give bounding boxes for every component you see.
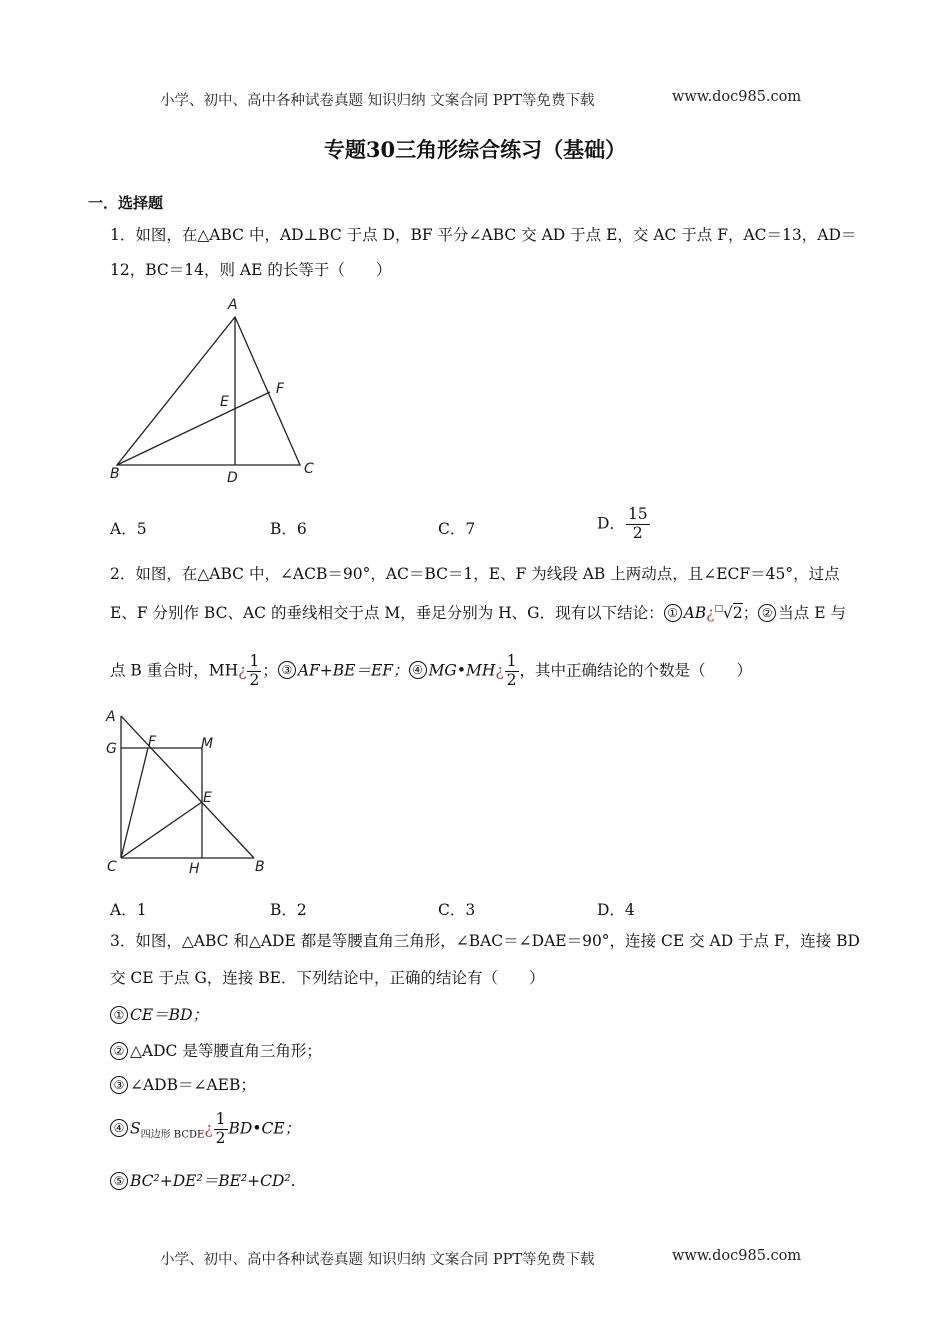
- q2-line1: 2．如图，在△ABC 中，∠ACB＝90°，AC＝BC＝1，E、F 为线段 AB 上两动点，且∠ECF＝45°，过点: [110, 565, 840, 583]
- q3-item-5: [110, 1172, 296, 1190]
- q2-half-1-num: 1: [249, 652, 260, 670]
- q3-item-1-text: CE＝BD；: [130, 1006, 208, 1024]
- q3-item-3-text: ∠ADB＝∠AEB；: [130, 1076, 256, 1094]
- q1-label-b: B: [110, 466, 120, 482]
- q3-item-2-num: ②: [110, 1042, 128, 1060]
- q2-garble-1: ¿: [706, 604, 715, 622]
- q2-label-b: B: [255, 859, 265, 875]
- q1-option-c[interactable]: C．7: [438, 520, 476, 538]
- q2-line3-d: ，其中正确结论的个数是（ ）: [519, 661, 753, 680]
- q1-label-a: A: [228, 297, 238, 313]
- footer-text: 小学、初中、高中各种试卷真题 知识归纳 文案合同 PPT等免费下载: [160, 1252, 595, 1268]
- q2-line3-c: MG•MH: [428, 661, 496, 680]
- q1-triangle-abc: [117, 317, 300, 465]
- q2-half-2: [505, 653, 519, 690]
- q1-line1: 1．如图，在△ABC 中，AD⊥BC 于点 D，BF 平分∠ABC 交 AD 于点 E，交 AC 于点 F，AC＝13，AD＝: [110, 226, 857, 244]
- q2-line3-a: 点 B 重合时，MH: [110, 661, 239, 680]
- page-title: 专题30三角形综合练习（基础）: [323, 137, 627, 162]
- q3-item-4-tail: BD•CE；: [228, 1119, 301, 1138]
- q3-item-4-den: 2: [215, 1128, 226, 1147]
- q3-item-4-s: S: [130, 1119, 141, 1138]
- q3-item-1: [110, 1006, 208, 1024]
- q2-line2-a: E、F 分别作 BC、AC 的垂线相交于点 M，垂足分别为 H、G．现有以下结论：: [110, 604, 664, 622]
- q3-item-4-garble: ¿: [204, 1119, 213, 1138]
- q2-option-c[interactable]: C．3: [438, 901, 476, 919]
- q1-line2: 12，BC＝14，则 AE 的长等于（ ）: [110, 261, 392, 279]
- q3-item-4: [110, 1111, 300, 1148]
- q1-option-d-label: D．: [597, 514, 625, 533]
- q2-semicolon-1: ；: [742, 604, 759, 622]
- q1-option-d[interactable]: [597, 506, 651, 543]
- q3-item-3-num: ③: [110, 1076, 128, 1094]
- q2-label-c: C: [107, 859, 117, 875]
- q2-conclusion-2: ②: [758, 604, 776, 622]
- q3-line2: 交 CE 于点 G，连接 BE．下列结论中，正确的结论有（ ）: [110, 969, 545, 987]
- q2-label-f: F: [148, 734, 157, 750]
- q3-item-5-text: BC²+DE²＝BE²+CD².: [130, 1172, 296, 1190]
- q1-option-d-num: 15: [627, 505, 648, 523]
- q2-conclusion-4: ④: [409, 661, 427, 679]
- q1-option-d-fraction: [626, 506, 650, 543]
- q1-label-e: E: [220, 394, 229, 410]
- q1-label-d: D: [227, 470, 238, 486]
- q2-label-m: M: [201, 736, 214, 752]
- q2-segment-ab: [121, 716, 254, 858]
- q2-option-a[interactable]: A．1: [110, 901, 147, 919]
- q2-label-a: A: [106, 709, 116, 725]
- q2-label-g: G: [106, 741, 117, 757]
- q2-garble-3: ¿: [495, 661, 504, 680]
- q2-option-d[interactable]: D．4: [597, 901, 635, 919]
- q2-line3-b: AF+BE＝EF；: [297, 661, 409, 680]
- q2-line2: [110, 604, 846, 622]
- q2-garble-2: ¿: [238, 661, 247, 680]
- q2-semicolon-2: ；: [262, 661, 278, 680]
- q1-label-f: F: [276, 381, 285, 397]
- q2-label-h: H: [189, 861, 200, 877]
- q3-item-1-num: ①: [110, 1006, 128, 1024]
- q2-option-b[interactable]: B．2: [270, 901, 307, 919]
- q3-item-4-sub: 四边形 BCDE: [140, 1129, 205, 1141]
- section-title: 一．选择题: [88, 194, 164, 212]
- q3-item-5-num: ⑤: [110, 1172, 128, 1190]
- q2-sqrt-sign: √: [723, 604, 733, 622]
- q2-ab: AB: [683, 604, 707, 622]
- q1-option-d-den: 2: [626, 524, 650, 543]
- q2-line2-c: 当点 E 与: [778, 604, 846, 622]
- q1-option-b[interactable]: B．6: [270, 520, 307, 538]
- q2-conclusion-1: ①: [664, 604, 682, 622]
- q3-item-3: [110, 1076, 256, 1094]
- q3-item-4-fraction: [214, 1111, 228, 1148]
- header-url[interactable]: www.doc985.com: [672, 89, 802, 105]
- q1-option-a[interactable]: A．5: [110, 520, 147, 538]
- q3-item-2-text: △ADC 是等腰直角三角形；: [130, 1042, 322, 1060]
- q2-sqrt-index: □: [714, 604, 723, 614]
- q1-label-c: C: [304, 461, 314, 477]
- q2-line3: [110, 653, 752, 690]
- q3-item-4-num: ④: [110, 1119, 128, 1137]
- q2-conclusion-3: ③: [278, 661, 296, 679]
- header-text: 小学、初中、高中各种试卷真题 知识归纳 文案合同 PPT等免费下载: [160, 93, 595, 109]
- q1-figure: [100, 295, 340, 490]
- q2-half-2-num: 1: [506, 652, 517, 670]
- q2-half-2-den: 2: [506, 670, 517, 689]
- footer-url[interactable]: www.doc985.com: [672, 1248, 802, 1264]
- q2-half-1-den: 2: [249, 670, 260, 689]
- q3-item-2: [110, 1042, 322, 1060]
- q2-half-1: [247, 653, 261, 690]
- q3-item-4-num-top: 1: [215, 1110, 226, 1128]
- q2-sqrt-value: 2: [732, 604, 743, 622]
- q3-line1: 3．如图，△ABC 和△ADE 都是等腰直角三角形，∠BAC＝∠DAE＝90°，连接 CE 交 AD 于点 F，连接 BD: [110, 932, 860, 950]
- q2-figure: [100, 703, 280, 881]
- q1-segment-bf: [117, 392, 270, 465]
- q2-label-e: E: [203, 790, 212, 806]
